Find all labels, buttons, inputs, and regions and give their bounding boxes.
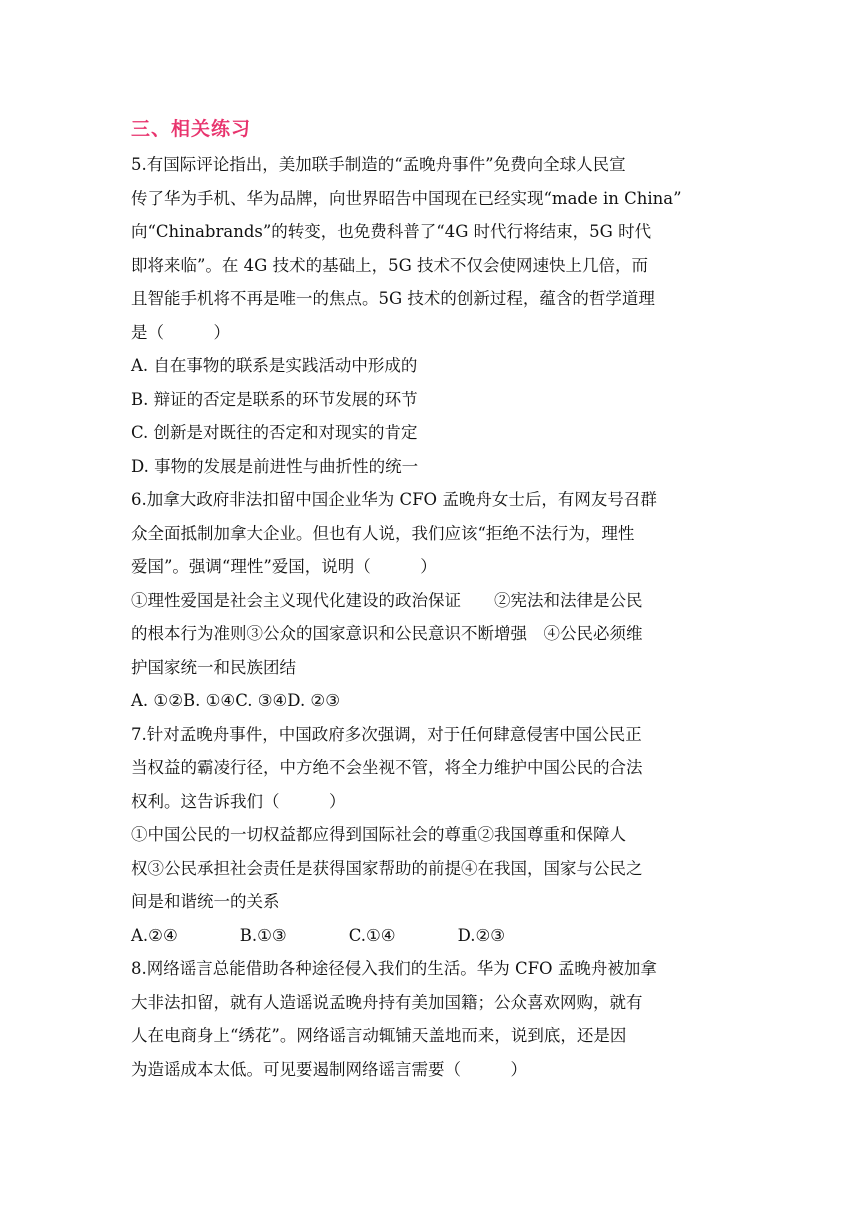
question-text-line: 权利。这告诉我们（ ） bbox=[131, 791, 346, 811]
answer-option-c: C. 创新是对既往的否定和对现实的肯定 bbox=[131, 423, 418, 442]
question-text-line: 人在电商身上“绣花”。网络谣言动辄铺天盖地而来，说到底，还是因 bbox=[131, 1026, 627, 1045]
question-7 bbox=[131, 718, 741, 953]
question-text-line: 7.针对孟晚舟事件，中国政府多次强调，对于任何肆意侵害中国公民正 bbox=[131, 724, 642, 744]
question-text-line: 当权益的霸凌行径，中方绝不会坐视不管，将全力维护中国公民的合法 bbox=[131, 758, 643, 777]
question-text-line: 5.有国际评论指出，美加联手制造的“孟晚舟事件”免费向全球人民宣 bbox=[131, 155, 626, 174]
answer-option-b: B.①③ bbox=[239, 925, 287, 945]
statement-line: 的根本行为准则③公众的国家意识和公民意识不断增强 ④公民必须维 bbox=[131, 624, 643, 643]
answer-option-d: D. 事物的发展是前进性与曲折性的统一 bbox=[131, 456, 419, 476]
question-text-line: 大非法扣留，就有人造谣说孟晚舟持有美加国籍；公众喜欢网购，就有 bbox=[131, 992, 643, 1012]
answer-option-b: B. 辩证的否定是联系的环节发展的环节 bbox=[131, 389, 418, 409]
question-text-line: 且智能手机将不再是唯一的焦点。5G 技术的创新过程，蕴含的哲学道理 bbox=[131, 289, 655, 308]
statement-line: 护国家统一和民族团结 bbox=[131, 657, 296, 677]
answer-options-line bbox=[131, 919, 741, 953]
question-6 bbox=[131, 483, 741, 718]
answer-options-line: A. ①②B. ①④C. ③④D. ②③ bbox=[131, 691, 341, 710]
question-text-line: 即将来临”。在 4G 技术的基础上，5G 技术不仅会使网速快上几倍，而 bbox=[131, 255, 649, 275]
answer-option-a: A. 自在事物的联系是实践活动中形成的 bbox=[131, 356, 418, 375]
section-title: 三、相关练习 bbox=[131, 118, 252, 140]
answer-option-c: C.①④ bbox=[348, 925, 396, 945]
question-text-line: 为造谣成本太低。可见要遏制网络谣言需要（ ） bbox=[131, 1059, 527, 1079]
statement-line: ①中国公民的一切权益都应得到国际社会的尊重②我国尊重和保障人 bbox=[131, 825, 626, 844]
question-5 bbox=[131, 148, 741, 483]
question-text-line: 8.网络谣言总能借助各种途径侵入我们的生活。华为 CFO 孟晚舟被加拿 bbox=[131, 959, 657, 978]
answer-option-d: D.②③ bbox=[457, 925, 506, 945]
answer-option-a: A.②④ bbox=[131, 925, 178, 945]
question-text-line: 6.加拿大政府非法扣留中国企业华为 CFO 孟晚舟女士后，有网友号召群 bbox=[131, 490, 657, 509]
question-text-line: 爱国”。强调“理性”爱国，说明（ ） bbox=[131, 557, 437, 576]
statement-line: 间是和谐统一的关系 bbox=[131, 892, 280, 911]
statement-line: ①理性爱国是社会主义现代化建设的政治保证 ②宪法和法律是公民 bbox=[131, 590, 643, 610]
exercise-content bbox=[131, 148, 741, 1086]
statement-line: 权③公民承担社会责任是获得国家帮助的前提④在我国，国家与公民之 bbox=[131, 858, 643, 878]
question-text-line: 向“Chinabrands”的转变，也免费科普了“4G 时代行将结束，5G 时代 bbox=[131, 222, 652, 241]
question-text-line: 传了华为手机、华为品牌，向世界昭告中国现在已经实现“made in China” bbox=[131, 188, 682, 208]
question-8 bbox=[131, 952, 741, 1086]
question-text-line: 众全面抵制加拿大企业。但也有人说，我们应该“拒绝不法行为，理性 bbox=[131, 523, 635, 543]
question-text-line: 是（ ） bbox=[131, 322, 230, 342]
